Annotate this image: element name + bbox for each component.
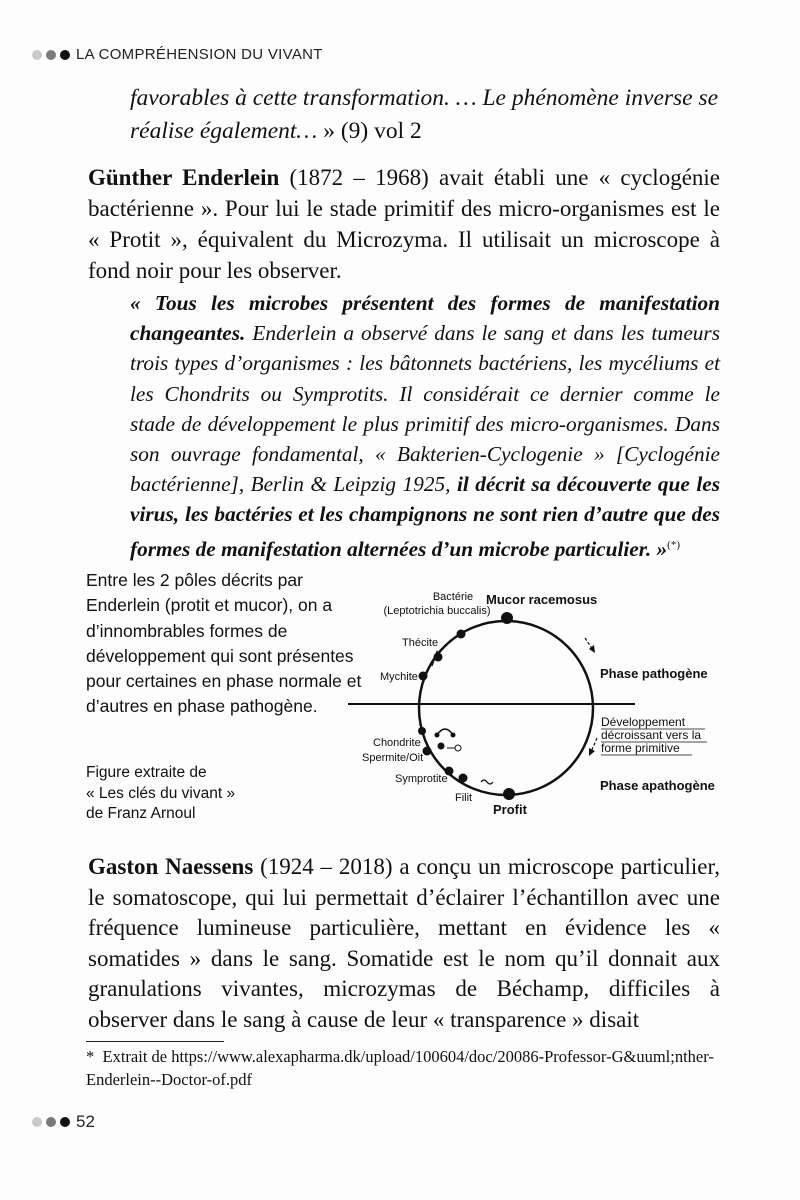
page-number: 52 xyxy=(76,1112,95,1131)
quote-text-1: Enderlein a observé dans le sang et dans les tumeurs trois types d’organismes : les bâtonnets bactériens, les mycéliums et les Chondrits ou Symprotits. Il considérait ce dernier comme le stade de développement le plus primitif des micro-organismes. Dans son ouvrage fondamental, « Bakterien-Cyclogenie » [Cyclogénie bactérienne], Berlin & Leipzig 1925, xyxy=(130,321,720,497)
quote-bold-1: « Tous les microbes présentent des formes de manifestation changeantes. xyxy=(130,291,720,346)
quote-top-ref: » (9) vol 2 xyxy=(323,118,422,144)
dot-mid xyxy=(46,50,56,60)
caption-line-3: de Franz Arnoul xyxy=(86,805,196,822)
running-title: LA COMPRÉHENSION DU VIVANT xyxy=(76,46,323,63)
label-thecite: Thécite xyxy=(402,637,439,649)
oit-form-icon xyxy=(455,745,461,751)
dot-dark xyxy=(60,1117,70,1127)
dot-mid xyxy=(46,1117,56,1127)
paragraph-enderlein xyxy=(88,162,720,286)
label-dev-line3: forme primitive xyxy=(601,741,680,755)
caption-line-1: Figure extraite de xyxy=(86,764,207,781)
quote-top-line2: réalise également… xyxy=(130,118,318,144)
filit-form-icon xyxy=(481,780,493,784)
footer-dots xyxy=(32,1117,70,1127)
paragraph-naessens-text: (1924 – 2018) a conçu un microscope particulier, le somatoscope, qui lui permettait d’éclairer l’échantillon avec une fréquence lumineuse particulière, mettant en évidence les « somatides » dans le sang. Somatide est le nom qu’il donnait aux granulations vivantes, microzymas de Béchamp, difficiles à observer dans le sang à cause de leur « transparence » disait xyxy=(88,854,721,1032)
label-symprotite: Symprotite xyxy=(395,773,448,785)
label-phase-apathogene: Phase apathogène xyxy=(600,778,715,793)
name-enderlein: Günther Enderlein xyxy=(88,165,280,190)
label-spermite: Spermite/Oit xyxy=(362,752,424,764)
side-text: Entre les 2 pôles décrits par Enderlein (protit et mucor), on a d’innombrables formes de développement qui sont présentes pour certaines en phase normale et d’autres en phase pathogène. xyxy=(86,570,362,717)
spermite-form-icon xyxy=(437,729,453,735)
footnote-text: Extrait de https://www.alexapharma.dk/upload/100604/doc/20086-Professor-G&uuml;nther-Enderlein--Doctor-of.pdf xyxy=(86,1047,714,1089)
label-dev-line2: décroissant vers la xyxy=(601,728,702,742)
label-mychite: Mychite xyxy=(380,671,418,683)
paragraph-enderlein-text: (1872 – 1968) avait établi une « cyclogénie bactérienne ». Pour lui le stade primitif des micro-organismes est le « Protit », équivalent du Microzyma. Il utilisait un microscope à fond noir pour les observer. xyxy=(88,165,720,283)
dot-symprotite-2 xyxy=(459,774,468,783)
arrow-down-right-head xyxy=(589,645,595,653)
dot-light xyxy=(32,50,42,60)
page-footer xyxy=(32,1112,95,1132)
cyclogenie-diagram xyxy=(345,578,745,828)
label-mucor: Mucor racemosus xyxy=(486,592,598,607)
dot-chondrite xyxy=(418,727,426,735)
block-quote xyxy=(130,288,720,564)
dot-profit xyxy=(503,788,515,800)
running-header xyxy=(32,46,323,63)
dot-light xyxy=(32,1117,42,1127)
dot-mychite xyxy=(419,672,428,681)
dot-spermite xyxy=(423,747,432,756)
footnote xyxy=(86,1046,726,1091)
quote-top-line1: favorables à cette transformation. … Le phénomène inverse se xyxy=(130,85,719,111)
caption-line-2: « Les clés du vivant » xyxy=(86,784,236,802)
paragraph-naessens xyxy=(88,852,720,1035)
spermite-form-head-2 xyxy=(451,733,456,738)
footnote-mark: * xyxy=(86,1047,95,1066)
dot-bacterie xyxy=(457,630,466,639)
name-naessens: Gaston Naessens xyxy=(88,854,254,879)
quote-bold-2: il décrit sa découverte que les virus, les bactéries et les champignons ne sont rien d’autre que des formes de manifestation alternées d’un microbe particulier. » xyxy=(130,472,720,561)
label-leptotrichia: (Leptotrichia buccalis) xyxy=(383,605,491,617)
header-dots xyxy=(32,50,70,60)
label-chondrite: Chondrite xyxy=(373,737,421,749)
label-filit: Filit xyxy=(455,792,473,804)
dot-spermite-2 xyxy=(438,743,445,750)
spermite-form-head-1 xyxy=(435,733,440,738)
footnote-rule xyxy=(86,1041,224,1042)
figure-caption xyxy=(86,763,336,825)
footnote-marker: (*) xyxy=(667,538,680,551)
dot-mucor xyxy=(501,612,513,624)
dot-dark xyxy=(60,50,70,60)
label-bacterie: Bactérie xyxy=(432,591,474,603)
label-dev-line1: Développement xyxy=(601,715,686,729)
label-phase-pathogene: Phase pathogène xyxy=(600,666,708,681)
quote-continuation xyxy=(130,82,720,148)
label-profit: Profit xyxy=(493,802,527,817)
